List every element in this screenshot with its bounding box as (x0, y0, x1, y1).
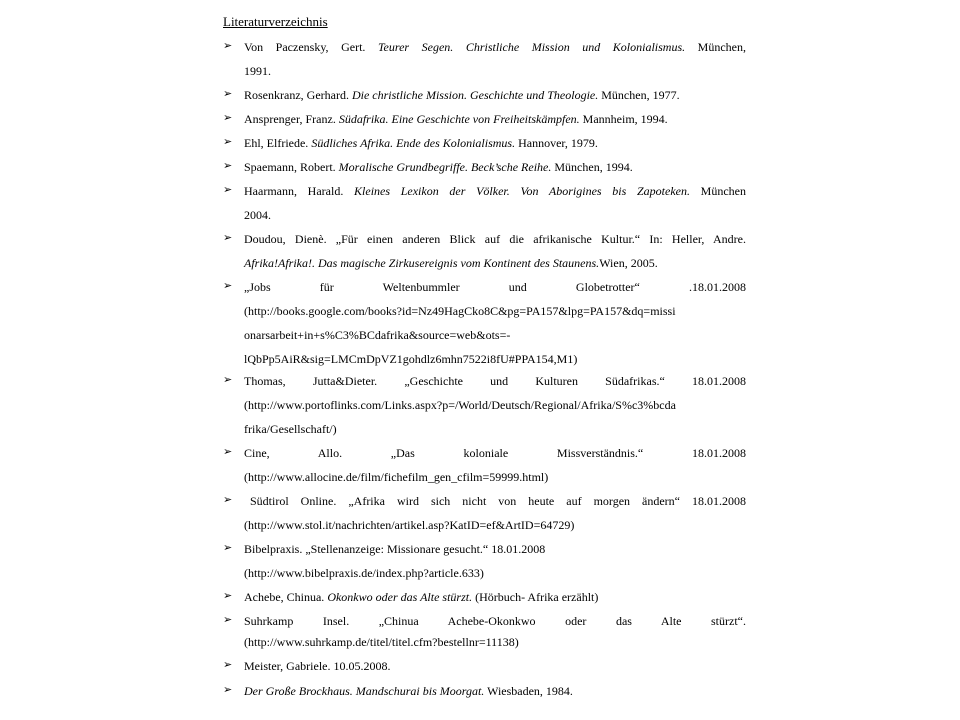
entry-line: Ehl, Elfriede. Südliches Afrika. Ende des Kolonialismus. Hannover, 1979. (244, 136, 598, 150)
entry-line: Rosenkranz, Gerhard. Die christliche Mission. Geschichte und Theologie. München, 1977. (244, 88, 680, 102)
entry-line: 2004. (244, 208, 271, 222)
entry-line: Von Paczensky, Gert. Teurer Segen. Christliche Mission und Kolonialismus. München, (244, 40, 747, 54)
entry-line: (http://www.portoflinks.com/Links.aspx?p=/World/Deutsch/Regional/Afrika/S%c3%bcda (244, 398, 676, 412)
entry-line: Der Große Brockhaus. Mandschurai bis Moorgat. Wiesbaden, 1984. (244, 684, 573, 698)
arrow-bullet-icon: ➢ (223, 279, 233, 292)
arrow-bullet-icon: ➢ (223, 183, 233, 196)
arrow-bullet-icon: ➢ (223, 493, 233, 506)
entry-line: frika/Gesellschaft/) (244, 422, 337, 436)
entry-line: Afrika!Afrika!. Das magische Zirkusereignis vom Kontinent des Staunens.Wien, 2005. (244, 256, 658, 270)
arrow-bullet-icon: ➢ (223, 683, 233, 696)
arrow-bullet-icon: ➢ (223, 135, 233, 148)
entry-line: Suhrkamp Insel. „Chinua Achebe-Okonkwo oder das Alte stürzt“. (244, 614, 746, 628)
entry-line: Achebe, Chinua. Okonkwo oder das Alte stürzt. (Hörbuch- Afrika erzählt) (244, 590, 599, 604)
entry-line: Südtirol Online. „Afrika wird sich nicht von heute auf morgen ändern“ 18.01.2008 (250, 494, 746, 508)
arrow-bullet-icon: ➢ (223, 589, 233, 602)
entry-line: (http://books.google.com/books?id=Nz49HagCko8C&pg=PA157&lpg=PA157&dq=missi (244, 304, 676, 318)
entry-line: Meister, Gabriele. 10.05.2008. (244, 659, 391, 673)
entry-line: lQbPp5AiR&sig=LMCmDpVZ1gohdlz6mhn7522i8fU#PPA154,M1) (244, 352, 578, 366)
entry-line: (http://www.allocine.de/film/fichefilm_gen_cfilm=59999.html) (244, 470, 549, 484)
arrow-bullet-icon: ➢ (223, 231, 233, 244)
entry-line: (http://www.bibelpraxis.de/index.php?article.633) (244, 566, 484, 580)
entry-line: Bibelpraxis. „Stellenanzeige: Missionare gesucht.“ 18.01.2008 (244, 542, 546, 556)
entry-line: (http://www.stol.it/nachrichten/artikel.asp?KatID=ef&ArtID=64729) (244, 518, 575, 532)
arrow-bullet-icon: ➢ (223, 445, 233, 458)
arrow-bullet-icon: ➢ (223, 39, 233, 52)
arrow-bullet-icon: ➢ (223, 159, 233, 172)
arrow-bullet-icon: ➢ (223, 658, 233, 671)
arrow-bullet-icon: ➢ (223, 373, 233, 386)
entry-line: 1991. (244, 64, 271, 78)
entry-line: Ansprenger, Franz. Südafrika. Eine Geschichte von Freiheitskämpfen. Mannheim, 1994. (244, 112, 668, 126)
entry-line: „Jobs für Weltenbummler und Globetrotter“ .18.01.2008 (244, 280, 746, 294)
page-title: Literaturverzeichnis (223, 14, 328, 29)
arrow-bullet-icon: ➢ (223, 111, 233, 124)
entry-line: Haarmann, Harald. Kleines Lexikon der Völker. Von Aborigines bis Zapoteken. München (244, 184, 747, 198)
arrow-bullet-icon: ➢ (223, 613, 233, 626)
arrow-bullet-icon: ➢ (223, 541, 233, 554)
arrow-bullet-icon: ➢ (223, 87, 233, 100)
entry-line: Thomas, Jutta&Dieter. „Geschichte und Kulturen Südafrikas.“ 18.01.2008 (244, 374, 746, 388)
entry-line: (http://www.suhrkamp.de/titel/titel.cfm?bestellnr=11138) (244, 635, 519, 649)
entry-line: Cine, Allo. „Das koloniale Missverständnis.“ 18.01.2008 (244, 446, 746, 460)
entry-line: Spaemann, Robert. Moralische Grundbegriffe. Beck’sche Reihe. München, 1994. (244, 160, 633, 174)
entry-line: onarsarbeit+in+s%C3%BCdafrika&source=web&ots=- (244, 328, 511, 342)
entry-line: Doudou, Dienè. „Für einen anderen Blick auf die afrikanische Kultur.“ In: Heller, Andre. (244, 232, 746, 246)
